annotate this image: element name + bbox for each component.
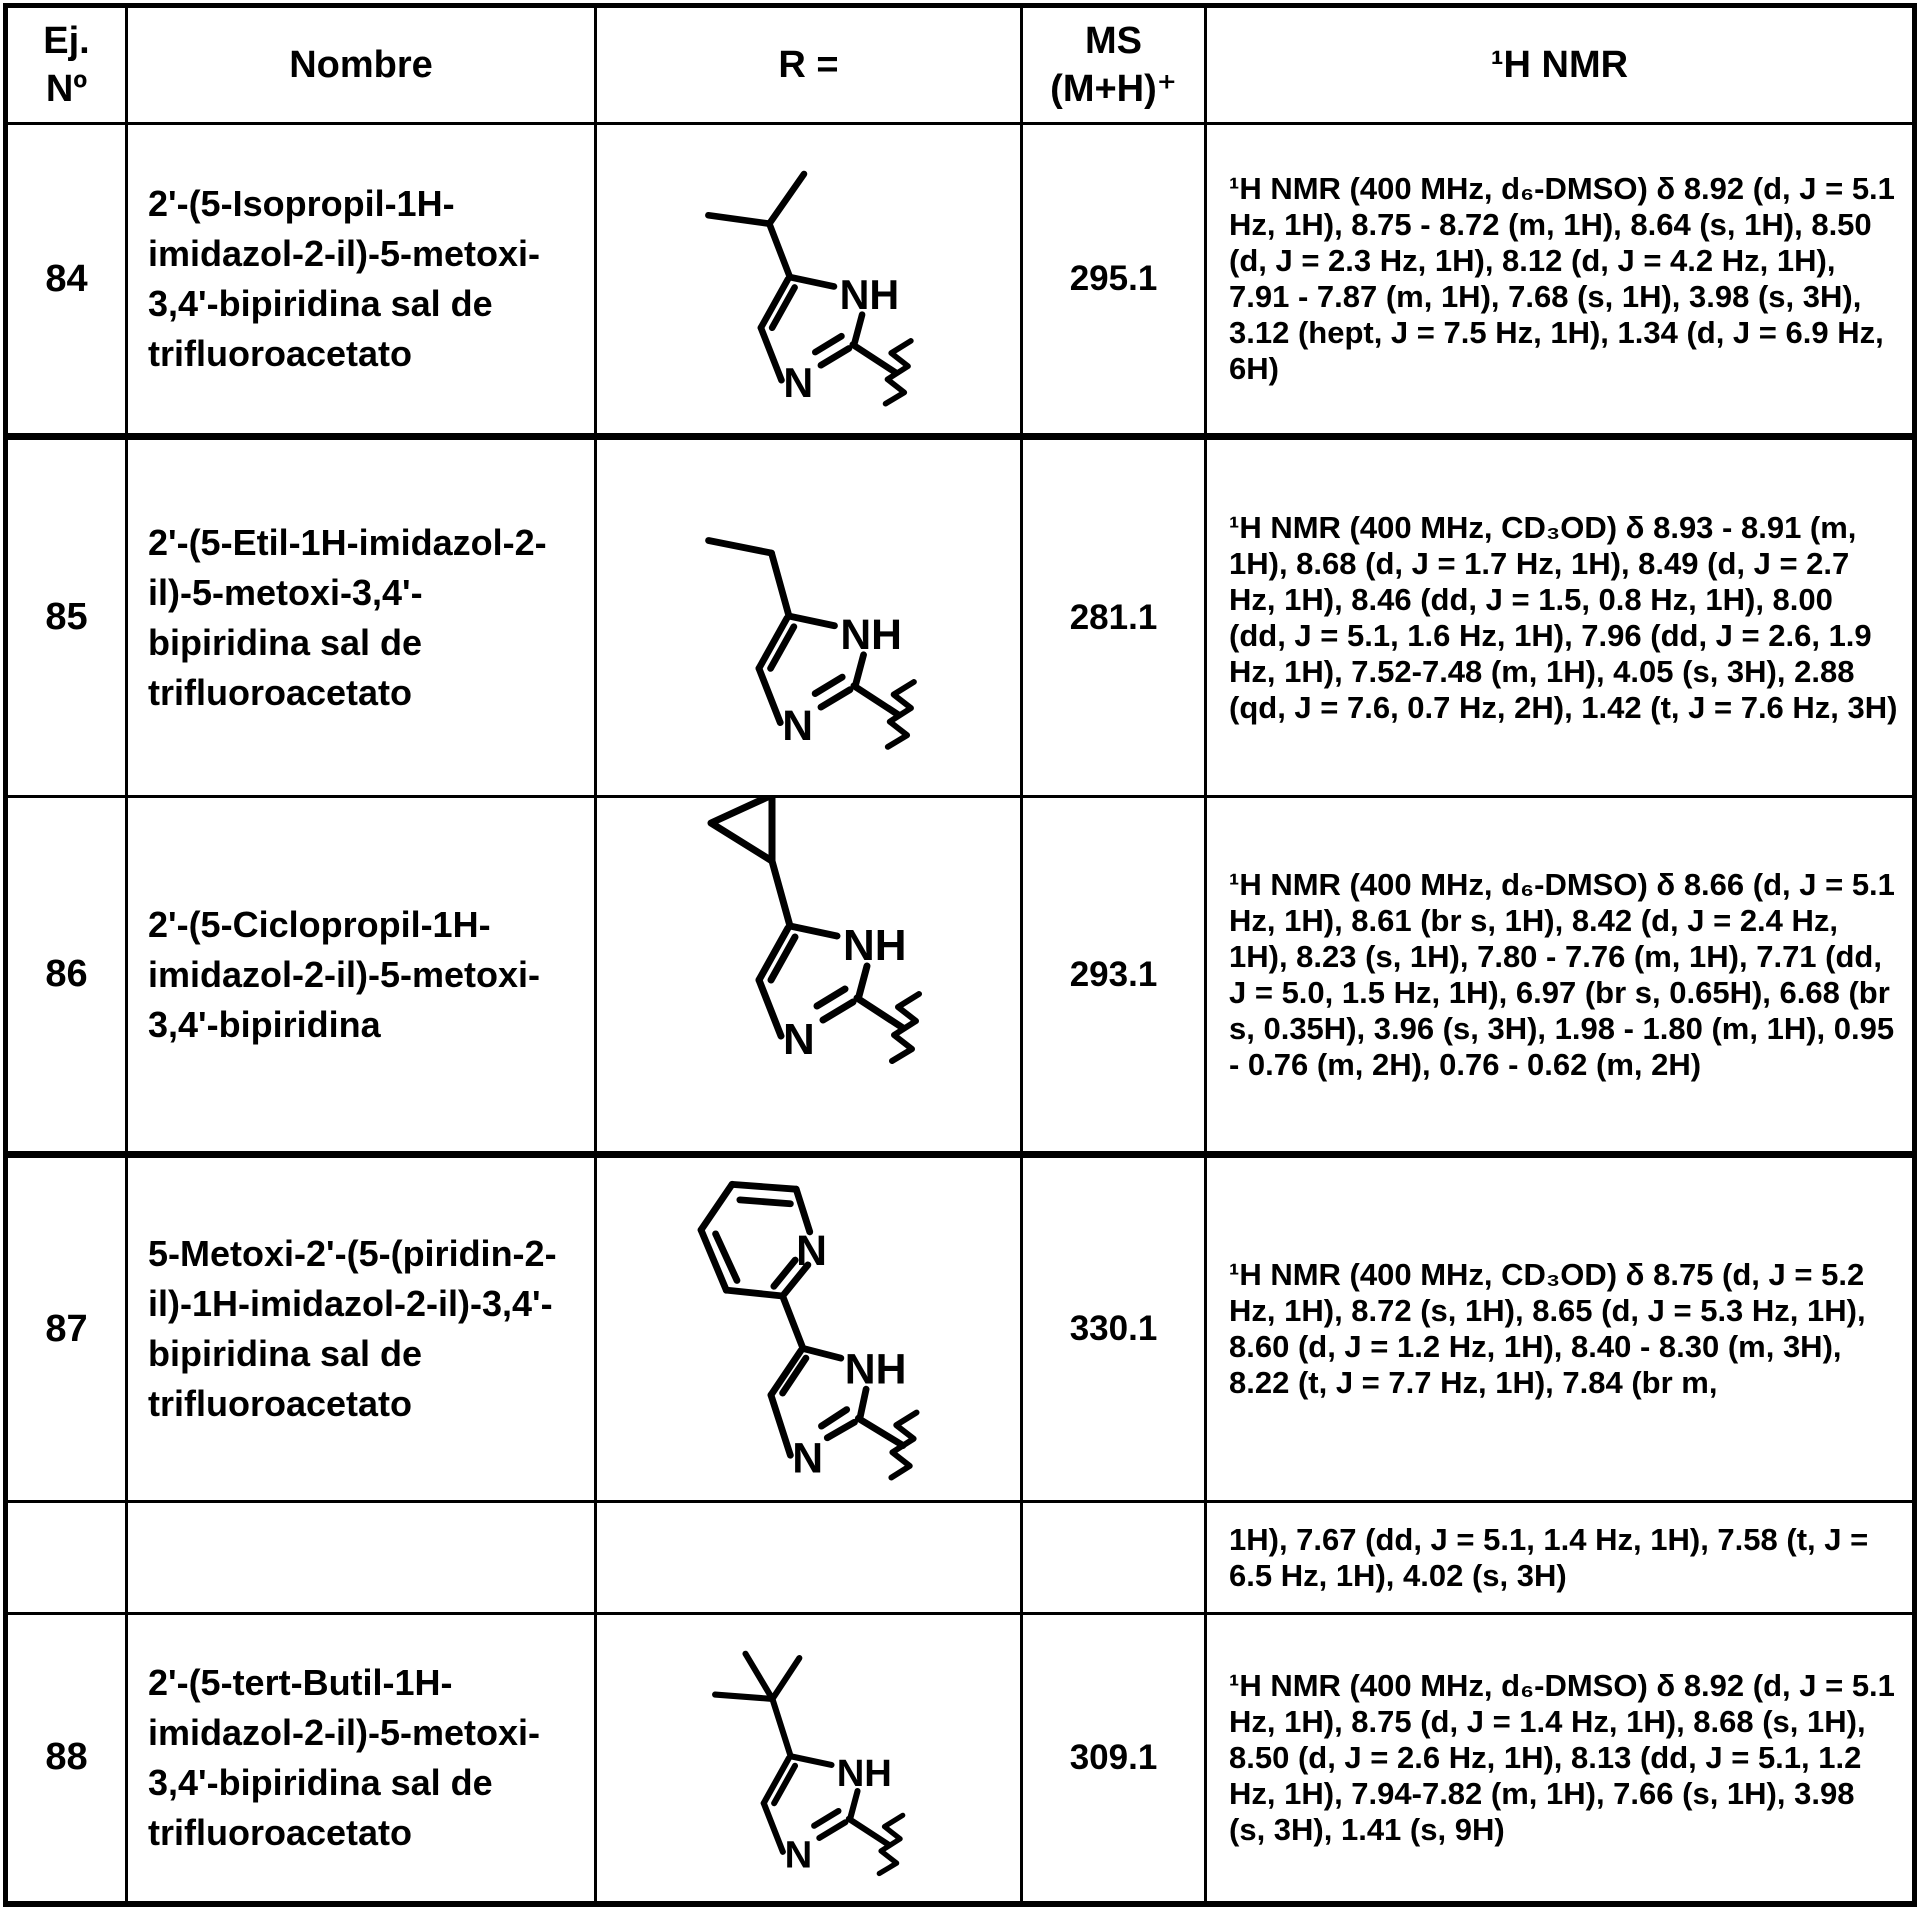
example-number-cell: 86 — [6, 797, 127, 1155]
compound-name-cell — [127, 1502, 596, 1614]
cyclopropyl-imidazole-structure-icon — [597, 797, 1022, 1099]
table-row — [6, 124, 1915, 437]
compound-name-cell: 2'-(5-Ciclopropil-1H-imidazol-2-il)-5-metoxi-3,4'-bipiridina — [127, 797, 596, 1155]
header-nmr: ¹H NMR — [1206, 6, 1915, 124]
table-row — [6, 797, 1915, 1155]
ethyl-imidazole-structure-icon — [602, 463, 1015, 773]
tert-butyl-imidazole-structure-icon — [623, 1619, 993, 1897]
example-number-cell: 84 — [6, 124, 127, 437]
table-row — [6, 437, 1915, 797]
nmr-cell: 1H), 7.67 (dd, J = 5.1, 1.4 Hz, 1H), 7.58 (t, J = 6.5 Hz, 1H), 4.02 (s, 3H) — [1206, 1502, 1915, 1614]
nh-label: NH — [837, 1751, 893, 1795]
ms-value-cell — [1022, 1502, 1206, 1614]
nmr-cell: ¹H NMR (400 MHz, CD₃OD) δ 8.93 - 8.91 (m, 1H), 8.68 (d, J = 1.7 Hz, 1H), 8.49 (d, J = 2.7 Hz, 1H), 8.46 (dd, J = 1.5, 0.8 Hz, 1H), 8.00 (dd, J = 5.1, 1.6 Hz, 1H), 7.96 (dd, J = 2.6, 1.9 Hz, 1H), 7.52-7.48 (m, 1H), 4.05 (s, 3H), 2.88 (qd, J = 7.6, 0.7 Hz, 2H), 1.42 (t, J = 7.6 Hz, 3H) — [1206, 437, 1915, 797]
isopropyl-imidazole-structure-icon — [609, 129, 1008, 429]
compound-name-cell: 2'-(5-tert-Butil-1H-imidazol-2-il)-5-metoxi-3,4'-bipiridina sal de trifluoroacetato — [127, 1614, 596, 1904]
n-label: N — [782, 701, 814, 750]
nmr-cell: ¹H NMR (400 MHz, d₆-DMSO) δ 8.66 (d, J = 5.1 Hz, 1H), 8.61 (br s, 1H), 8.42 (d, J = 2.4 Hz, 1H), 8.23 (s, 1H), 7.80 - 7.76 (m, 1H), 7.71 (dd, J = 5.0, 1.5 Hz, 1H), 6.97 (br s, 0.65H), 6.68 (br s, 0.35H), 3.96 (s, 3H), 1.98 - 1.80 (m, 1H), 0.95 - 0.76 (m, 2H), 0.76 - 0.62 (m, 2H) — [1206, 797, 1915, 1155]
nmr-cell: ¹H NMR (400 MHz, CD₃OD) δ 8.75 (d, J = 5.2 Hz, 1H), 8.72 (s, 1H), 8.65 (d, J = 5.3 Hz, 1H), 8.60 (d, J = 1.2 Hz, 1H), 8.40 - 8.30 (m, 3H), 8.22 (t, J = 7.7 Hz, 1H), 7.84 (br m, — [1206, 1155, 1915, 1502]
structure-cell — [596, 797, 1022, 1155]
n-label: N — [783, 1015, 815, 1064]
nh-label: NH — [843, 921, 907, 970]
compound-name-cell: 2'-(5-Etil-1H-imidazol-2-il)-5-metoxi-3,4'-bipiridina sal de trifluoroacetato — [127, 437, 596, 797]
table-row — [6, 1502, 1915, 1614]
structure-cell — [596, 1502, 1022, 1614]
ms-value-cell: 293.1 — [1022, 797, 1206, 1155]
structure-cell — [596, 437, 1022, 797]
nh-label: NH — [844, 1344, 907, 1393]
example-number-cell: 88 — [6, 1614, 127, 1904]
ms-value-cell: 330.1 — [1022, 1155, 1206, 1502]
n-label: N — [785, 1833, 813, 1877]
example-number-cell: 85 — [6, 437, 127, 797]
nmr-cell: ¹H NMR (400 MHz, d₆-DMSO) δ 8.92 (d, J = 5.1 Hz, 1H), 8.75 (d, J = 1.4 Hz, 1H), 8.68 (s, 1H), 8.50 (d, J = 2.6 Hz, 1H), 8.13 (dd, J = 5.1, 1.2 Hz, 1H), 7.94-7.82 (m, 1H), 7.66 (s, 1H), 3.98 (s, 3H), 1.41 (s, 9H) — [1206, 1614, 1915, 1904]
example-number-cell — [6, 1502, 127, 1614]
ms-value-cell: 309.1 — [1022, 1614, 1206, 1904]
nmr-cell: ¹H NMR (400 MHz, d₆-DMSO) δ 8.92 (d, J = 5.1 Hz, 1H), 8.75 - 8.72 (m, 1H), 8.64 (s, 1H), 8.50 (d, J = 2.3 Hz, 1H), 8.12 (d, J = 4.2 Hz, 1H), 7.91 - 7.87 (m, 1H), 7.68 (s, 1H), 3.98 (s, 3H), 3.12 (hept, J = 7.5 Hz, 1H), 1.34 (d, J = 6.9 Hz, 6H) — [1206, 124, 1915, 437]
nh-label: NH — [839, 272, 900, 318]
n-label: N — [783, 360, 813, 407]
header-example-number: Ej. Nº — [6, 6, 127, 124]
table-row — [6, 1155, 1915, 1502]
nh-label: NH — [840, 610, 903, 659]
header-name: Nombre — [127, 6, 596, 124]
compound-name-cell: 5-Metoxi-2'-(5-(piridin-2-il)-1H-imidazol-2-il)-3,4'-bipiridina sal de trifluoroacetato — [127, 1155, 596, 1502]
compound-name-cell: 2'-(5-Isopropil-1H-imidazol-2-il)-5-metoxi-3,4'-bipiridina sal de trifluoroacetato — [127, 124, 596, 437]
compound-table — [3, 3, 1917, 1907]
table-header-row — [6, 6, 1915, 124]
patent-compound-table-page — [0, 3, 1917, 1909]
table-row — [6, 1614, 1915, 1904]
structure-cell — [596, 124, 1022, 437]
structure-cell — [596, 1155, 1022, 1502]
ms-value-cell: 295.1 — [1022, 124, 1206, 437]
header-r-group: R = — [596, 6, 1022, 124]
pyridine-n-label: N — [795, 1226, 827, 1275]
structure-cell — [596, 1614, 1022, 1904]
ms-value-cell: 281.1 — [1022, 437, 1206, 797]
header-ms: MS (M+H)⁺ — [1022, 6, 1206, 124]
pyridinyl-imidazole-structure-icon — [602, 1162, 1016, 1497]
n-label: N — [791, 1434, 823, 1483]
example-number-cell: 87 — [6, 1155, 127, 1502]
